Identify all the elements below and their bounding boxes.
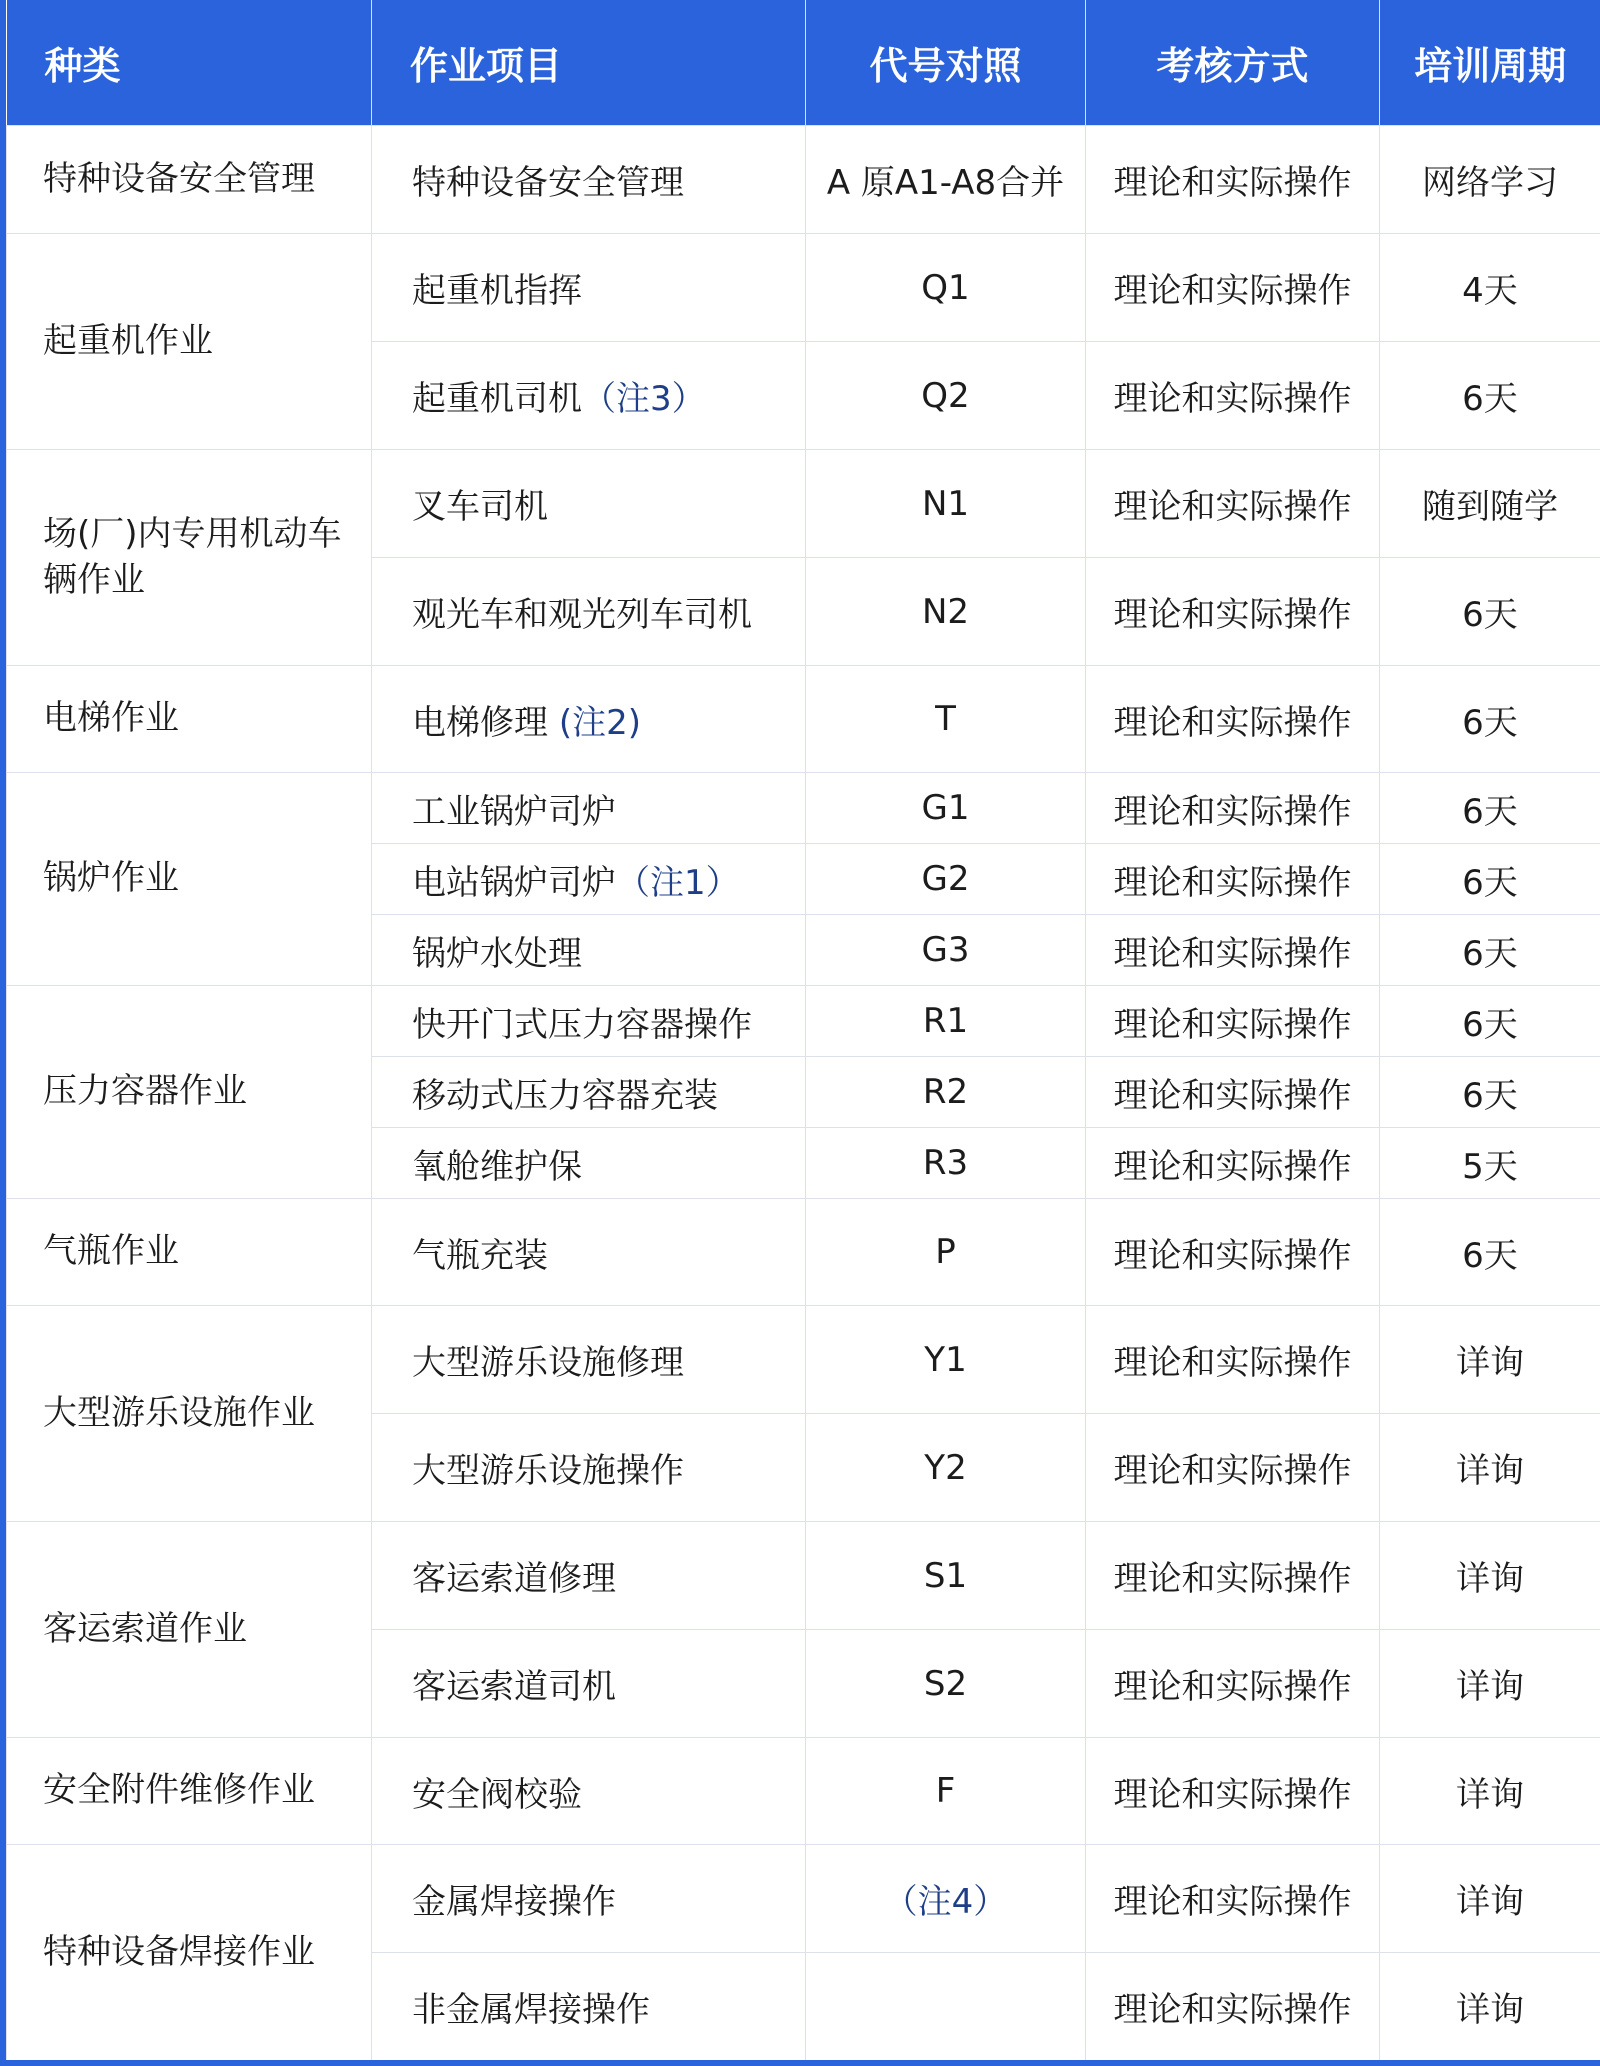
period-cell: 6天: [1380, 773, 1600, 844]
item-name: 工业锅炉司炉: [412, 791, 616, 832]
item-name: 特种设备安全管理: [412, 163, 684, 203]
item-cell: [372, 773, 806, 844]
code-cell: G2: [806, 844, 1086, 915]
code-cell: R1: [806, 986, 1086, 1057]
code-cell: Y2: [806, 1414, 1086, 1522]
table-row: [7, 126, 1600, 234]
period-cell: 4天: [1380, 234, 1600, 342]
period-cell: 6天: [1380, 1057, 1600, 1128]
code-cell: G3: [806, 915, 1086, 986]
item-cell: [372, 342, 806, 450]
code-cell: R2: [806, 1057, 1086, 1128]
period-cell: 详询: [1380, 1845, 1600, 1953]
item-cell: [372, 1057, 806, 1128]
period-cell: 6天: [1380, 342, 1600, 450]
method-cell: 理论和实际操作: [1086, 915, 1380, 986]
header-category: 种类: [7, 0, 372, 126]
method-cell: 理论和实际操作: [1086, 666, 1380, 773]
item-name: 电梯修理: [412, 702, 559, 743]
method-cell: 理论和实际操作: [1086, 1199, 1380, 1306]
item-cell: [372, 1953, 806, 2061]
table-row: [7, 1738, 1600, 1845]
item-cell: [372, 126, 806, 234]
method-cell: 理论和实际操作: [1086, 773, 1380, 844]
category-cell: 压力容器作业: [7, 986, 372, 1199]
category-cell: 锅炉作业: [7, 773, 372, 986]
table-container: [6, 0, 1600, 2061]
item-name: 移动式压力容器充装: [412, 1075, 718, 1116]
method-cell: 理论和实际操作: [1086, 234, 1380, 342]
item-name: 大型游乐设施操作: [412, 1451, 684, 1491]
method-cell: 理论和实际操作: [1086, 126, 1380, 234]
method-cell: 理论和实际操作: [1086, 1845, 1380, 1953]
code-cell: S2: [806, 1630, 1086, 1738]
period-cell: 随到随学: [1380, 450, 1600, 558]
category-cell: 大型游乐设施作业: [7, 1306, 372, 1522]
category-cell: 起重机作业: [7, 234, 372, 450]
item-name: 安全阀校验: [412, 1774, 582, 1815]
bottom-accent-bar: [0, 2060, 1600, 2066]
item-cell: [372, 1738, 806, 1845]
method-cell: 理论和实际操作: [1086, 1738, 1380, 1845]
item-note: （注1）: [616, 862, 740, 903]
item-cell: [372, 558, 806, 666]
item-name: 客运索道修理: [412, 1559, 616, 1599]
item-note: (注2): [558, 702, 641, 743]
item-cell: [372, 1630, 806, 1738]
code-cell: N1: [806, 450, 1086, 558]
period-cell: 详询: [1380, 1630, 1600, 1738]
item-name: 起重机司机: [412, 379, 582, 419]
code-cell: [806, 1953, 1086, 2061]
category-cell: 特种设备焊接作业: [7, 1845, 372, 2061]
item-name: 金属焊接操作: [412, 1882, 616, 1922]
table-row: [7, 986, 1600, 1057]
table-row: [7, 1199, 1600, 1306]
period-cell: 详询: [1380, 1738, 1600, 1845]
item-cell: [372, 915, 806, 986]
period-cell: 详询: [1380, 1306, 1600, 1414]
method-cell: 理论和实际操作: [1086, 1306, 1380, 1414]
category-cell: 场(厂)内专用机动车辆作业: [7, 450, 372, 666]
table-row: [7, 666, 1600, 773]
header-period: 培训周期: [1380, 0, 1600, 126]
table-row: [7, 450, 1600, 558]
code-cell: A 原A1-A8合并: [806, 126, 1086, 234]
item-name: 电站锅炉司炉: [412, 862, 616, 903]
header-row: [7, 0, 1600, 126]
item-cell: [372, 666, 806, 773]
code-cell: S1: [806, 1522, 1086, 1630]
item-name: 观光车和观光列车司机: [412, 595, 752, 635]
item-name: 非金属焊接操作: [412, 1990, 650, 2030]
table-row: [7, 773, 1600, 844]
period-cell: 详询: [1380, 1953, 1600, 2061]
item-cell: [372, 234, 806, 342]
method-cell: 理论和实际操作: [1086, 1522, 1380, 1630]
item-name: 氧舱维护保: [412, 1146, 582, 1187]
period-cell: 6天: [1380, 844, 1600, 915]
item-cell: [372, 1414, 806, 1522]
table-row: [7, 1845, 1600, 1953]
code-cell: Y1: [806, 1306, 1086, 1414]
period-cell: 6天: [1380, 986, 1600, 1057]
method-cell: 理论和实际操作: [1086, 1630, 1380, 1738]
code-cell: T: [806, 666, 1086, 773]
period-cell: 详询: [1380, 1522, 1600, 1630]
category-cell: 气瓶作业: [7, 1199, 372, 1306]
code-cell: （注4）: [806, 1845, 1086, 1953]
header-item: 作业项目: [372, 0, 806, 126]
method-cell: 理论和实际操作: [1086, 1057, 1380, 1128]
item-cell: [372, 1845, 806, 1953]
period-cell: 网络学习: [1380, 126, 1600, 234]
method-cell: 理论和实际操作: [1086, 1128, 1380, 1199]
category-cell: 特种设备安全管理: [7, 126, 372, 234]
method-cell: 理论和实际操作: [1086, 1953, 1380, 2061]
table-row: [7, 1522, 1600, 1630]
method-cell: 理论和实际操作: [1086, 1414, 1380, 1522]
item-name: 气瓶充装: [412, 1235, 548, 1276]
item-name: 起重机指挥: [412, 271, 582, 311]
period-cell: 详询: [1380, 1414, 1600, 1522]
item-cell: [372, 450, 806, 558]
item-cell: [372, 1128, 806, 1199]
code-cell: N2: [806, 558, 1086, 666]
method-cell: 理论和实际操作: [1086, 450, 1380, 558]
category-cell: 电梯作业: [7, 666, 372, 773]
item-name: 叉车司机: [412, 487, 548, 527]
code-cell: P: [806, 1199, 1086, 1306]
code-cell: R3: [806, 1128, 1086, 1199]
period-cell: 5天: [1380, 1128, 1600, 1199]
item-name: 锅炉水处理: [412, 933, 582, 974]
table-row: [7, 1306, 1600, 1414]
code-cell: Q1: [806, 234, 1086, 342]
item-cell: [372, 986, 806, 1057]
item-name: 客运索道司机: [412, 1667, 616, 1707]
header-code: 代号对照: [806, 0, 1086, 126]
method-cell: 理论和实际操作: [1086, 986, 1380, 1057]
header-method: 考核方式: [1086, 0, 1380, 126]
item-cell: [372, 1306, 806, 1414]
code-cell: G1: [806, 773, 1086, 844]
category-cell: 客运索道作业: [7, 1522, 372, 1738]
method-cell: 理论和实际操作: [1086, 342, 1380, 450]
item-cell: [372, 844, 806, 915]
item-name: 大型游乐设施修理: [412, 1343, 684, 1383]
category-cell: 安全附件维修作业: [7, 1738, 372, 1845]
item-name: 快开门式压力容器操作: [412, 1004, 752, 1045]
item-cell: [372, 1522, 806, 1630]
method-cell: 理论和实际操作: [1086, 558, 1380, 666]
item-cell: [372, 1199, 806, 1306]
period-cell: 6天: [1380, 666, 1600, 773]
period-cell: 6天: [1380, 1199, 1600, 1306]
period-cell: 6天: [1380, 558, 1600, 666]
table-row: [7, 234, 1600, 342]
code-cell: F: [806, 1738, 1086, 1845]
method-cell: 理论和实际操作: [1086, 844, 1380, 915]
code-cell: Q2: [806, 342, 1086, 450]
certification-table: [6, 0, 1600, 2061]
item-note: （注3）: [582, 379, 706, 419]
period-cell: 6天: [1380, 915, 1600, 986]
